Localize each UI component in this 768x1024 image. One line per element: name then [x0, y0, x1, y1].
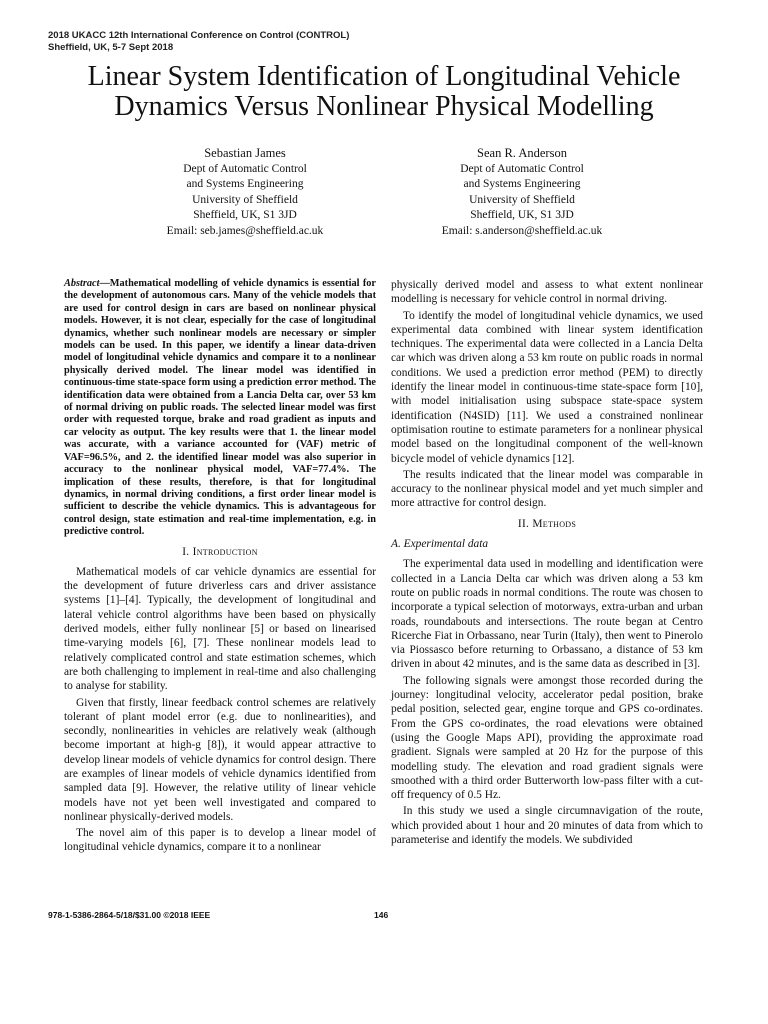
intro-paragraph-1: Mathematical models of car vehicle dynamics are essential for the development of future driverless cars and driver assistance systems [1]–[4]. Typically, the development of longitudinal and lateral vehicle control algorithms have been based on physically derived models, either fully nonlinear [5] or based on linearised time-varying models [6], [7]. These nonlinear models lead to relatively complicated control and state estimation schemes, which are both challenging to implement in real-time and also challenging to analyse for stability.	[64, 565, 376, 693]
author-university: University of Sheffield	[192, 193, 298, 206]
intro-paragraph-4: To identify the model of longitudinal vehicle dynamics, we used experimental data combined with linear system identification techniques. The experimental data were collected in a Lancia Delta car which was driven along a 53 km route on public roads in normal conditions. We used a prediction error method (PEM) to directly identify the linear model in continuous-time state-space form [10], with model initialisation using subspace state-space system identification (N4SID) [11]. We used a constrained nonlinear optimisation routine to estimate parameters for a nonlinear physical model based on the longitudinal component of the well-known bicycle model of vehicle dynamics [12].	[391, 309, 703, 465]
left-column	[64, 278, 376, 857]
author-dept-cont: and Systems Engineering	[463, 178, 581, 190]
methods-paragraph-2: The following signals were amongst those recorded during the journey: longitudinal velocity, accelerator pedal position, brake pedal position, selected gear, engine torque and GPS co-ordinates. From the GPS co-ordinates, the road elevations were obtained (using the Google Maps API), providing the approximate road gradient. Signals were sampled at 20 Hz for the purpose of this modelling study. The elevation and road gradient signals were smoothed with a third order Butterworth low-pass filter with a cut-off frequency of 0.5 Hz.	[391, 674, 703, 802]
footer-isbn: 978-1-5386-2864-5/18/$31.00 ©2018 IEEE	[48, 910, 211, 920]
conference-location: Sheffield, UK, 5-7 Sept 2018	[48, 42, 174, 53]
abstract-text: —Mathematical modelling of vehicle dynamics is essential for the development of autonomous cars. Many of the vehicle models that are used for control design in cars are based on nonlinear physical models. However, it is not clear, especially for the case of longitudinal dynamics, whether such nonlinear models are necessary or simpler models can be used. In this paper, we identify a linear data-driven model of longitudinal vehicle dynamics and compare it to a nonlinear physically derived model. The linear model was identified in continuous-time state-space form using a prediction error method. The identification data were obtained from a Lancia Delta car, over 53 km of normal driving on public roads. The selected linear model was first order with requested torque, brake and road gradient as inputs and car velocity as output. The key results were that 1. the linear model was accurate, with a variance accounted for (VAF) metric of VAF=96.5%, and 2. the identified linear model was also superior in accuracy to the nonlinear physical model, VAF=77.4%. The implication of these results, therefore, is that for longitudinal dynamics, in normal driving conditions, a first order linear model is sufficient to describe the vehicle dynamics. This is advantageous for control design, state estimation and real-time implementation, e.g. in predictive control.	[64, 278, 376, 538]
abstract-label: Abstract	[64, 278, 100, 289]
author-name: Sean R. Anderson	[477, 146, 567, 160]
paper-title-line2: Dynamics Versus Nonlinear Physical Modelling	[114, 91, 654, 122]
conference-name: 2018 UKACC 12th International Conference on Control (CONTROL)	[48, 30, 350, 41]
methods-paragraph-1: The experimental data used in modelling and identification were collected in a Lancia Delta car which was driven along a 53 km route on public roads in normal conditions. The route was chosen to incorporate a typical selection of motorways, extra-urban and urban roads, roundabouts and intersections. The route began at Centro Ricerche Fiat in Orbassano, near Turin (Italy), then went to Pinerolo via Piossasco before returning to Orbassano, a distance of 53 km driven in about 42 minutes, and is the same data as described in [3].	[391, 558, 703, 671]
footer-page-number: 146	[374, 910, 389, 920]
section-heading-introduction: I. Introduction	[182, 545, 258, 558]
right-column	[391, 278, 703, 849]
intro-paragraph-2: Given that firstly, linear feedback control schemes are relatively tolerant of plant model error (e.g. due to nonlinearities), and secondly, nonlinearities in vehicles are relatively weak (although become important at high-g [8]), it would appear attractive to develop linear models of vehicle dynamics for control design. There are examples of linear models of vehicle dynamics identified from sampled data [9]. However, the relative utility of linear vehicle models have not yet been well investigated and compared to nonlinear physically-derived models.	[64, 696, 376, 823]
abstract	[64, 278, 376, 539]
author-email: Email: s.anderson@sheffield.ac.uk	[441, 224, 603, 237]
author-name: Sebastian James	[204, 146, 286, 160]
author-block-2	[392, 146, 652, 239]
author-address: Sheffield, UK, S1 3JD	[470, 209, 574, 221]
methods-paragraph-3: In this study we used a single circumnavigation of the route, which provided about 1 hour and 20 minutes of data from which to parameterise and identify the models. We subdivided	[391, 805, 703, 846]
intro-paragraph-3-continued: physically derived model and assess to what extent nonlinear modelling is necessary for vehicle control in normal driving.	[391, 279, 703, 306]
author-address: Sheffield, UK, S1 3JD	[193, 209, 297, 221]
author-email: Email: seb.james@sheffield.ac.uk	[166, 224, 324, 237]
author-dept: Dept of Automatic Control	[183, 162, 307, 175]
author-dept: Dept of Automatic Control	[460, 162, 584, 175]
conference-header	[48, 30, 349, 54]
author-block-1	[115, 146, 375, 239]
section-heading-methods: II. Methods	[517, 517, 577, 530]
author-university: University of Sheffield	[469, 193, 575, 206]
intro-paragraph-3: The novel aim of this paper is to develop a linear model of longitudinal vehicle dynamics, compare it to a nonlinear	[64, 827, 376, 854]
subsection-heading-experimental-data: A. Experimental data	[391, 538, 489, 551]
paper-title-line1: Linear System Identification of Longitudinal Vehicle	[87, 61, 681, 92]
intro-paragraph-5: The results indicated that the linear model was comparable in accuracy to the nonlinear physical model and yet much simpler and more attractive for control design.	[391, 468, 703, 510]
paper-title	[40, 62, 728, 122]
author-dept-cont: and Systems Engineering	[186, 178, 304, 190]
